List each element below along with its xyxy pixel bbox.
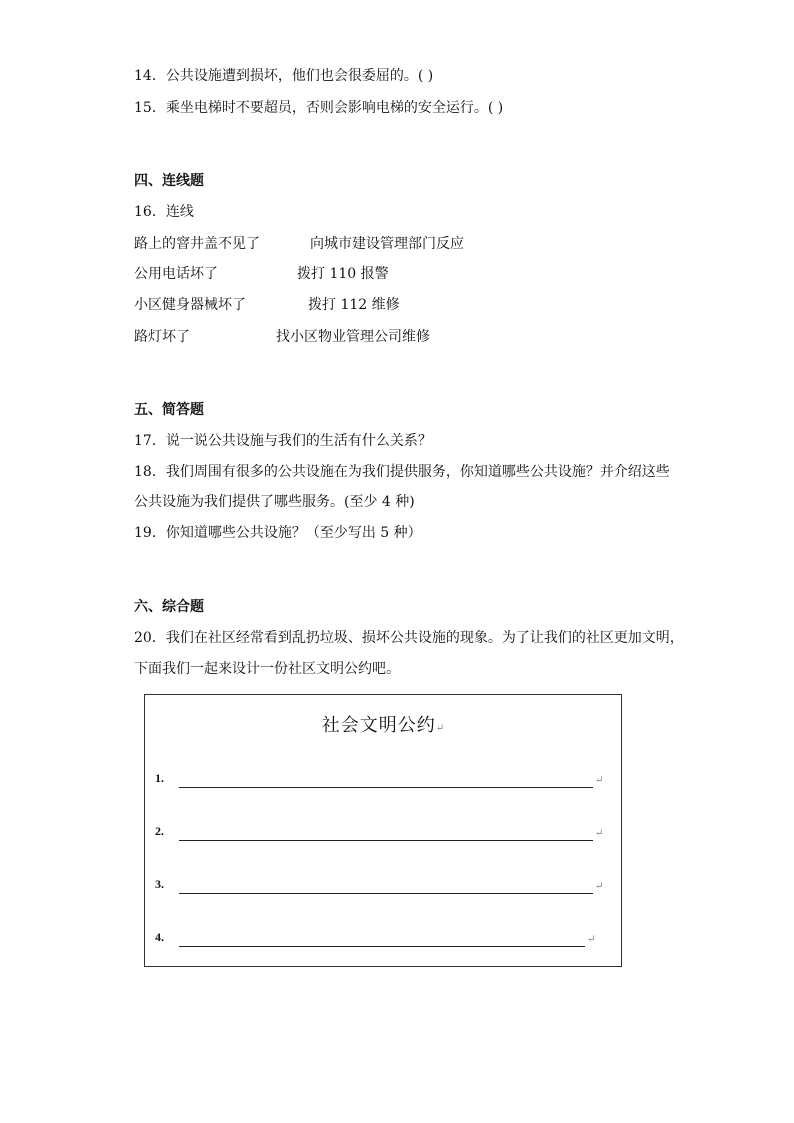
writing-line[interactable]: [179, 893, 593, 894]
return-mark: ↵: [595, 881, 604, 892]
match-right-2: 拨打 110 报警: [297, 266, 389, 282]
question-20: 20．我们在社区经常看到乱扔垃圾、损坏公共设施的现象。为了让我们的社区更加文明，: [134, 630, 684, 646]
question-16: 16．连线: [134, 204, 194, 220]
return-mark: ↵: [435, 723, 445, 734]
question-20-cont: 下面我们一起来设计一份社区文明公约吧。: [134, 661, 400, 677]
question-18-cont: 公共设施为我们提供了哪些服务。(至少 4 种): [134, 494, 415, 510]
writing-line[interactable]: [179, 787, 593, 788]
question-15: 15．乘坐电梯时不要超员，否则会影响电梯的安全运行。( ): [134, 100, 504, 116]
convention-box: [144, 694, 622, 967]
return-mark: ↵: [595, 828, 604, 839]
match-right-4: 找小区物业管理公司维修: [276, 329, 430, 345]
match-left-2: 公用电话坏了: [134, 266, 218, 282]
question-18: 18．我们周围有很多的公共设施在为我们提供服务，你知道哪些公共设施？并介绍这些: [134, 464, 670, 480]
rule-number: 4.: [155, 930, 164, 944]
rule-number: 1.: [155, 771, 164, 785]
convention-title: [145, 711, 621, 737]
question-19: 19．你知道哪些公共设施？（至少写出 5 种）: [134, 525, 422, 541]
return-mark: ↵: [595, 775, 604, 786]
match-left-4: 路灯坏了: [134, 329, 190, 345]
question-14: 14．公共设施遭到损坏，他们也会很委屈的。( ): [134, 68, 434, 84]
rule-number: 2.: [155, 824, 164, 838]
rule-number: 3.: [155, 877, 164, 891]
writing-line[interactable]: [179, 840, 593, 841]
match-left-1: 路上的窨井盖不见了: [134, 236, 260, 252]
convention-title-text: 社会文明公约: [321, 715, 436, 736]
match-right-3: 拨打 112 维修: [308, 297, 400, 313]
writing-line[interactable]: [179, 946, 585, 947]
section-5-heading: 五、简答题: [134, 402, 204, 418]
question-17: 17．说一说公共设施与我们的生活有什么关系？: [134, 433, 432, 449]
section-4-heading: 四、连线题: [134, 173, 204, 189]
match-right-1: 向城市建设管理部门反应: [310, 236, 464, 252]
return-mark: ↵: [587, 934, 596, 945]
match-left-3: 小区健身器械坏了: [134, 297, 246, 313]
section-6-heading: 六、综合题: [134, 599, 204, 615]
